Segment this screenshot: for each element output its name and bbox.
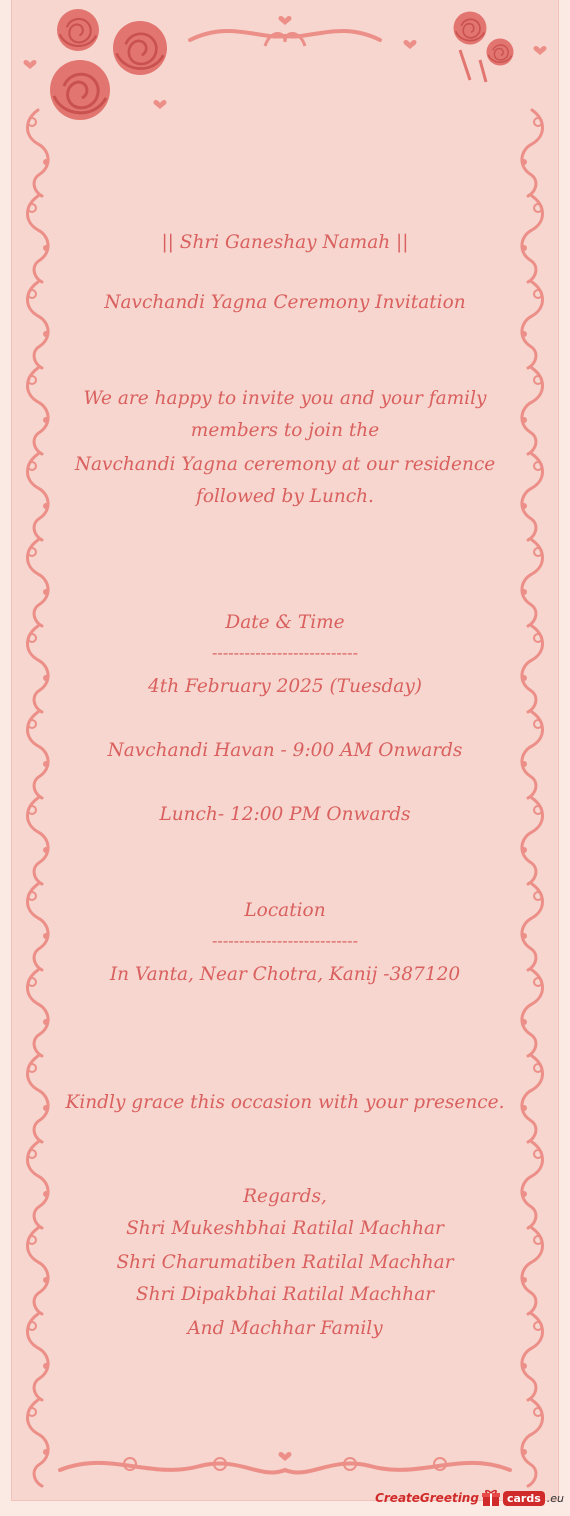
lunch-time: Lunch- 12:00 PM Onwards xyxy=(159,804,411,825)
date-divider: --------------------------- xyxy=(212,643,358,662)
top-swirl-ornament xyxy=(154,16,417,51)
message-line-1: We are happy to invite you and your family xyxy=(83,388,487,409)
brand-prefix: CreateGreeting xyxy=(375,1491,479,1505)
invitation-title: Navchandi Yagna Ceremony Invitation xyxy=(104,292,466,313)
closing-line: Kindly grace this occasion with your presence. xyxy=(65,1092,505,1113)
message-line-4: followed by Lunch. xyxy=(196,486,374,507)
bottom-swirl-ornament xyxy=(60,1452,510,1472)
host-4: And Machhar Family xyxy=(187,1318,383,1339)
rose-cluster-top-right-icon xyxy=(454,11,547,82)
message-line-2: members to join the xyxy=(190,420,380,441)
rose-cluster-top-left-icon xyxy=(24,9,167,120)
event-date: 4th February 2025 (Tuesday) xyxy=(148,676,422,697)
host-1: Shri Mukeshbhai Ratilal Machhar xyxy=(126,1218,444,1239)
brand-suffix: .eu xyxy=(546,1491,564,1505)
brand-logo[interactable] xyxy=(375,1486,564,1510)
message-line-3: Navchandi Yagna ceremony at our residence xyxy=(74,454,496,475)
location-address: In Vanta, Near Chotra, Kanij -387120 xyxy=(109,964,461,985)
location-heading: Location xyxy=(244,900,326,921)
blessing-line: || Shri Ganeshay Namah || xyxy=(161,232,409,253)
date-heading: Date & Time xyxy=(225,612,345,633)
location-divider: --------------------------- xyxy=(212,931,358,950)
host-3: Shri Dipakbhai Ratilal Machhar xyxy=(135,1284,435,1305)
gift-icon xyxy=(481,1489,501,1507)
regards-line: Regards, xyxy=(243,1186,327,1207)
havan-time: Navchandi Havan - 9:00 AM Onwards xyxy=(107,740,463,761)
brand-badge: cards xyxy=(503,1491,545,1506)
host-2: Shri Charumatiben Ratilal Machhar xyxy=(116,1252,454,1273)
